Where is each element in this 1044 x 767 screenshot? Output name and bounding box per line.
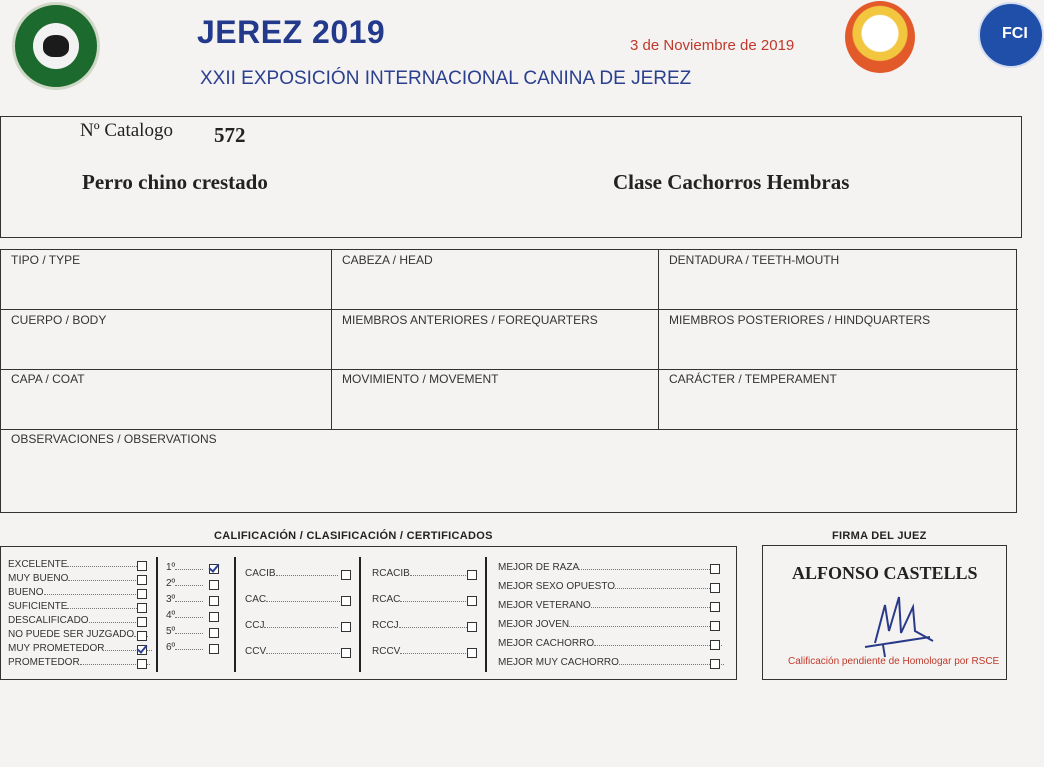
grade-checkbox[interactable] <box>137 561 147 571</box>
grade-checkbox[interactable] <box>137 575 147 585</box>
rsce-seal-icon <box>845 1 915 73</box>
grade-label: SUFICIENTE <box>8 601 137 612</box>
grid-divider <box>1 309 1018 310</box>
certificate-label: CACIB <box>245 568 338 579</box>
grid-divider <box>1 429 1018 430</box>
place-checkbox[interactable] <box>209 596 219 606</box>
field-body: CUERPO / BODY <box>11 313 107 327</box>
signature-title: FIRMA DEL JUEZ <box>832 530 927 542</box>
field-type: TIPO / TYPE <box>11 253 81 267</box>
award-label: MEJOR MUY CACHORRO <box>498 657 724 668</box>
award-checkbox[interactable] <box>710 564 720 574</box>
award-label: MEJOR VETERANO <box>498 600 718 611</box>
reserve-certificate-label: RCCV <box>372 646 468 657</box>
place-checkbox[interactable] <box>209 580 219 590</box>
grid-divider <box>658 250 659 429</box>
place-checkbox[interactable] <box>209 564 219 574</box>
club-emblem-icon <box>12 2 100 90</box>
event-subtitle: XXII EXPOSICIÓN INTERNACIONAL CANINA DE JEREZ <box>200 68 692 89</box>
grade-label: MUY PROMETEDOR <box>8 643 152 654</box>
reserve-certificate-label: RCCJ <box>372 620 467 631</box>
field-temperament: CARÁCTER / TEMPERAMENT <box>669 372 837 386</box>
grade-checkbox[interactable] <box>137 659 147 669</box>
evaluation-grid <box>0 249 1017 513</box>
field-observations: OBSERVACIONES / OBSERVATIONS <box>11 432 217 446</box>
certificate-label: CCJ <box>245 620 338 631</box>
event-date: 3 de Noviembre de 2019 <box>630 37 795 54</box>
grid-divider <box>331 250 332 429</box>
homologation-note: Calificación pendiente de Homologar por RSCE <box>788 656 1000 667</box>
reserve-certificate-label: RCAC <box>372 594 468 605</box>
certificate-checkbox[interactable] <box>341 570 351 580</box>
field-movement: MOVIMIENTO / MOVEMENT <box>342 372 499 386</box>
grade-label: MUY BUENO <box>8 573 144 584</box>
fci-logo-icon <box>978 2 1044 68</box>
catalog-label: Nº Catalogo <box>80 120 173 141</box>
award-checkbox[interactable] <box>710 659 720 669</box>
grade-label: PROMETEDOR <box>8 657 150 668</box>
grade-label: EXCELENTE <box>8 559 143 570</box>
field-head: CABEZA / HEAD <box>342 253 433 267</box>
class-name: Clase Cachorros Hembras <box>613 170 850 194</box>
grade-label: NO PUEDE SER JUZGADO <box>8 629 148 640</box>
column-separator <box>156 557 158 672</box>
field-teeth: DENTADURA / TEETH-MOUTH <box>669 253 840 267</box>
award-checkbox[interactable] <box>710 583 720 593</box>
grade-checkbox[interactable] <box>137 645 147 655</box>
grade-label: BUENO <box>8 587 142 598</box>
grade-checkbox[interactable] <box>137 603 147 613</box>
qualification-title: CALIFICACIÓN / CLASIFICACIÓN / CERTIFICADOS <box>214 530 493 542</box>
reserve-certificate-checkbox[interactable] <box>467 622 477 632</box>
place-label: 5º <box>166 626 203 637</box>
place-label: 4º <box>166 610 203 621</box>
judge-name: ALFONSO CASTELLS <box>792 563 978 583</box>
certificate-checkbox[interactable] <box>341 622 351 632</box>
column-separator <box>359 557 361 672</box>
certificate-checkbox[interactable] <box>341 648 351 658</box>
grade-checkbox[interactable] <box>137 589 147 599</box>
field-coat: CAPA / COAT <box>11 372 85 386</box>
award-checkbox[interactable] <box>710 602 720 612</box>
catalog-number: 572 <box>214 123 246 147</box>
place-checkbox[interactable] <box>209 628 219 638</box>
grade-checkbox[interactable] <box>137 631 147 641</box>
place-label: 6º <box>166 642 203 653</box>
certificate-checkbox[interactable] <box>341 596 351 606</box>
reserve-certificate-checkbox[interactable] <box>467 570 477 580</box>
award-label: MEJOR JOVEN <box>498 619 714 630</box>
reserve-certificate-checkbox[interactable] <box>467 648 477 658</box>
fci-logo-text: FCI <box>1002 25 1028 42</box>
reserve-certificate-label: RCACIB <box>372 568 466 579</box>
place-checkbox[interactable] <box>209 612 219 622</box>
field-hindquarters: MIEMBROS POSTERIORES / HINDQUARTERS <box>669 313 931 327</box>
field-forequarters: MIEMBROS ANTERIORES / FOREQUARTERS <box>342 313 598 327</box>
reserve-certificate-checkbox[interactable] <box>467 596 477 606</box>
place-label: 1º <box>166 562 203 573</box>
award-label: MEJOR SEXO OPUESTO <box>498 581 720 592</box>
place-label: 2º <box>166 578 203 589</box>
award-checkbox[interactable] <box>710 621 720 631</box>
column-separator <box>234 557 236 672</box>
judge-signature <box>855 585 945 665</box>
certificate-label: CAC <box>245 594 340 605</box>
grade-checkbox[interactable] <box>137 617 147 627</box>
breed-name: Perro chino crestado <box>82 170 268 194</box>
award-label: MEJOR DE RAZA <box>498 562 712 573</box>
award-checkbox[interactable] <box>710 640 720 650</box>
column-separator <box>485 557 487 672</box>
place-label: 3º <box>166 594 203 605</box>
certificate-label: CCV <box>245 646 340 657</box>
event-title: JEREZ 2019 <box>197 14 386 50</box>
place-checkbox[interactable] <box>209 644 219 654</box>
grid-divider <box>1 369 1018 370</box>
grade-label: DESCALIFICADO <box>8 615 142 626</box>
award-label: MEJOR CACHORRO <box>498 638 722 649</box>
